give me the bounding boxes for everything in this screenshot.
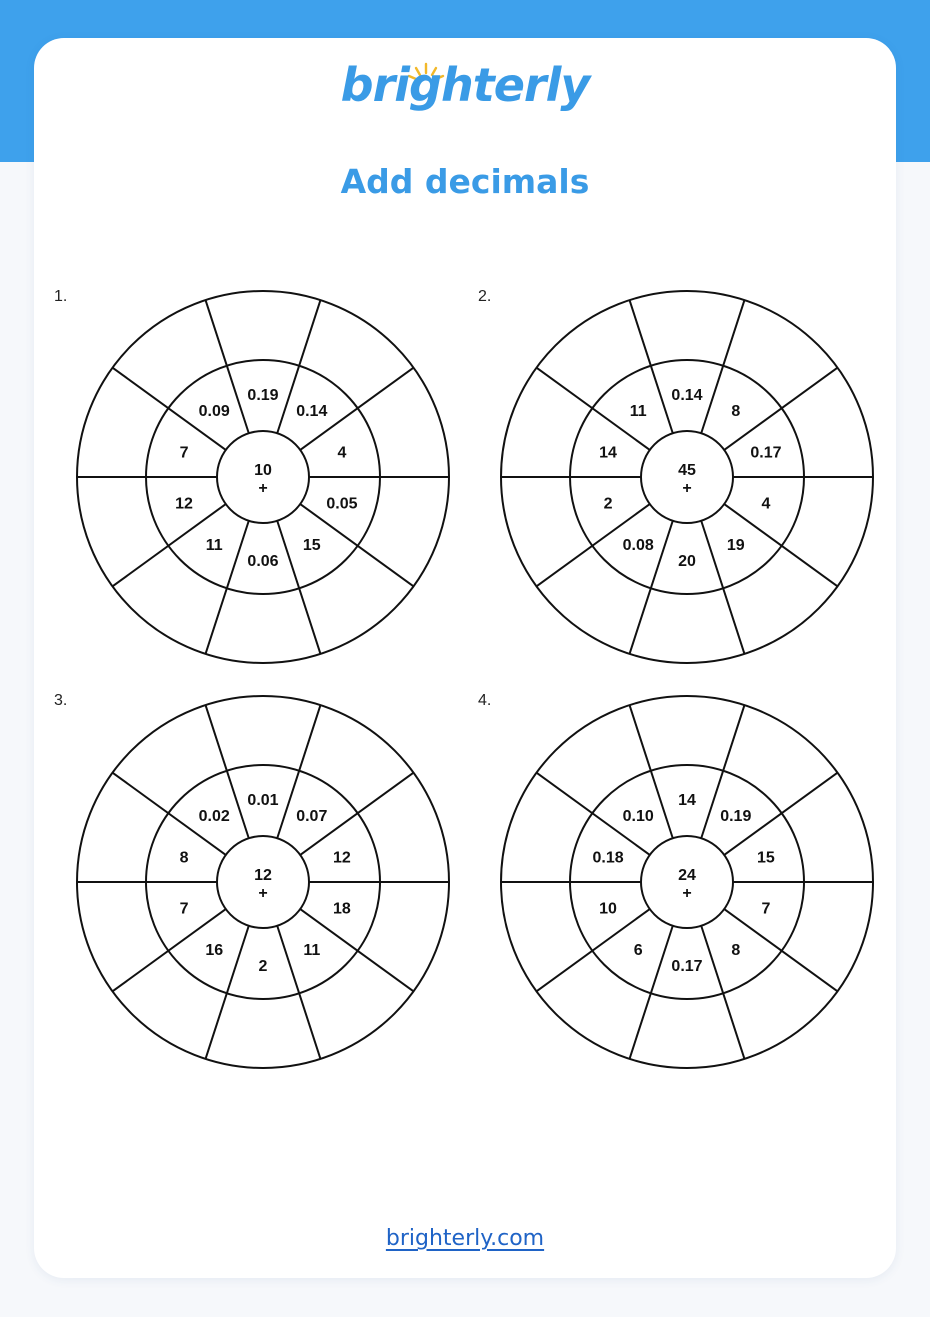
addend-value: 8: [179, 849, 189, 867]
addend-value: 0.01: [247, 792, 279, 809]
addend-value: 0.17: [750, 444, 782, 462]
addend-value: 0.10: [622, 807, 654, 825]
center-number: 45: [678, 462, 696, 479]
addend-value: 10: [599, 900, 617, 918]
question-number-1: 1.: [54, 288, 68, 305]
addend-value: 0.02: [198, 807, 230, 825]
addend-value: 7: [179, 900, 189, 918]
addend-value: 6: [633, 942, 643, 960]
addend-value: 20: [678, 553, 696, 570]
addend-value: 7: [761, 900, 771, 918]
plus-operator: +: [258, 480, 268, 497]
addition-wheel-3: [73, 692, 453, 1072]
addend-value: 0.08: [622, 537, 654, 555]
center-number: 24: [678, 867, 696, 884]
addend-value: 0.09: [198, 402, 230, 420]
addend-value: 0.19: [247, 387, 279, 404]
addend-value: 15: [757, 849, 775, 867]
addend-value: 2: [258, 958, 268, 975]
addend-value: 18: [333, 900, 351, 918]
addend-value: 14: [599, 444, 617, 462]
plus-operator: +: [682, 885, 692, 902]
addend-value: 8: [731, 942, 741, 960]
addend-value: 11: [629, 402, 647, 420]
question-number-2: 2.: [478, 288, 492, 305]
question-number-3: 3.: [54, 692, 68, 709]
brighterly-website-link[interactable]: brighterly.com: [385, 1226, 545, 1251]
addition-wheel-1: [73, 287, 453, 667]
page-title: Add decimals: [340, 162, 590, 201]
addend-value: 11: [303, 942, 321, 960]
center-number: 10: [254, 462, 272, 479]
addition-wheel-4: [497, 692, 877, 1072]
question-number-4: 4.: [478, 692, 492, 709]
brand-logo: brighterly: [340, 58, 590, 112]
addend-value: 0.07: [296, 807, 328, 825]
addend-value: 0.14: [296, 402, 328, 420]
addend-value: 0.19: [720, 807, 752, 825]
addend-value: 0.14: [671, 387, 703, 404]
addend-value: 8: [731, 402, 741, 420]
plus-operator: +: [258, 885, 268, 902]
center-number: 12: [254, 867, 272, 884]
addend-value: 15: [302, 537, 321, 555]
addend-value: 12: [175, 495, 193, 513]
addend-value: 7: [179, 444, 189, 462]
addend-value: 14: [678, 792, 696, 809]
addend-value: 12: [333, 849, 351, 867]
addend-value: 0.05: [326, 495, 358, 513]
addend-value: 2: [603, 495, 613, 513]
addend-value: 0.06: [247, 553, 279, 570]
addend-value: 0.17: [671, 958, 703, 975]
addend-value: 11: [205, 537, 223, 555]
plus-operator: +: [682, 480, 692, 497]
addend-value: 16: [205, 942, 224, 960]
addend-value: 0.18: [592, 849, 624, 867]
addend-value: 4: [761, 495, 771, 513]
addition-wheel-2: [497, 287, 877, 667]
addend-value: 4: [337, 444, 347, 462]
addend-value: 19: [726, 537, 745, 555]
